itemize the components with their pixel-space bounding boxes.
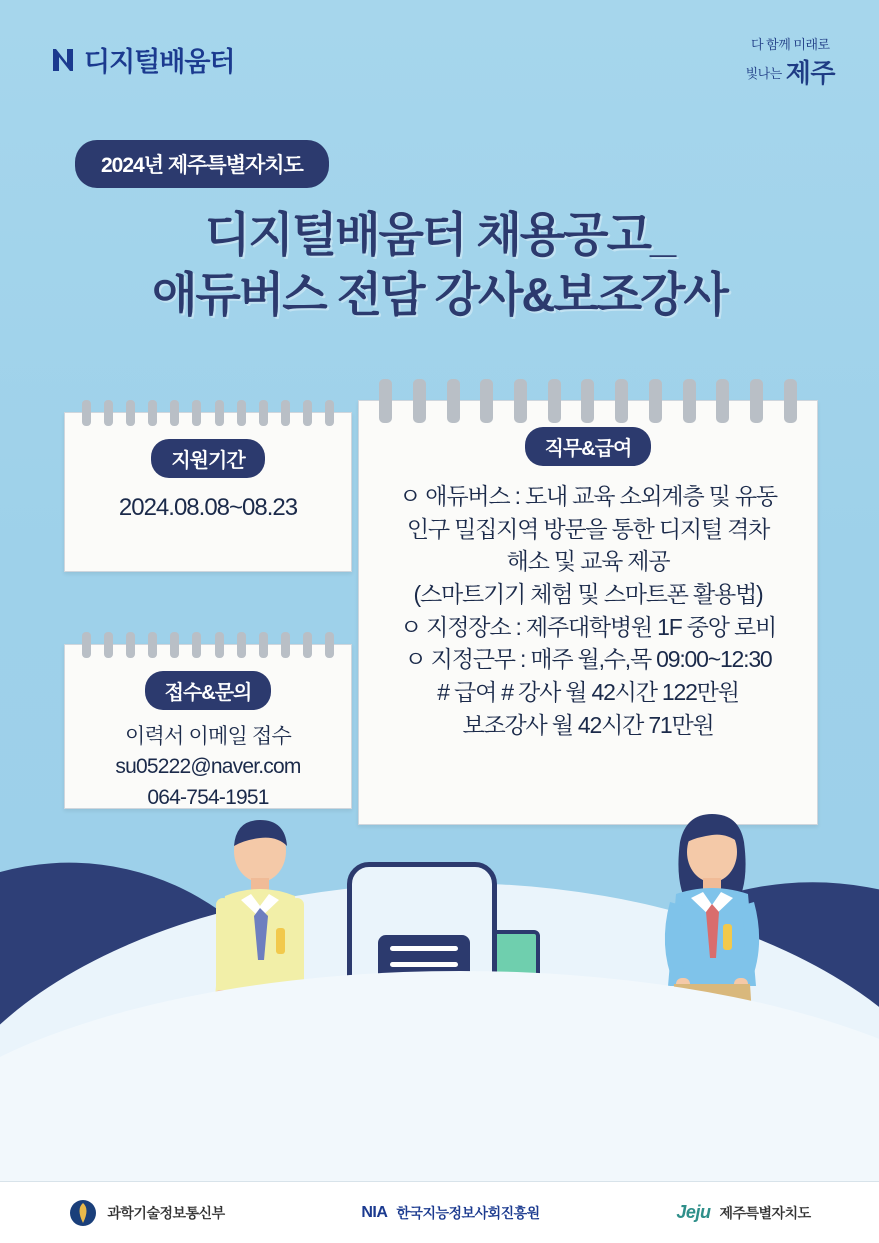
duty-card xyxy=(358,400,818,825)
contact-email[interactable]: su05222@naver.com xyxy=(115,755,301,779)
footer-item-nia xyxy=(361,1203,539,1223)
contact-label: 접수&문의 xyxy=(145,671,272,710)
jeju-slogan-line1: 다 함께 미래로 xyxy=(751,37,830,52)
contact-line-1: 이력서 이메일 접수 xyxy=(125,725,291,748)
jeju-logo-icon: Jeju xyxy=(676,1202,711,1222)
duty-line: ㅇ 지정장소 : 제주대학병원 1F 중앙 로비 xyxy=(399,613,777,640)
card-rings xyxy=(359,379,817,423)
korea-government-emblem-icon xyxy=(68,1198,98,1228)
title-badge: 2024년 제주특별자치도 xyxy=(75,140,329,188)
footer xyxy=(0,1181,879,1243)
footer-gov-label: 과학기술정보통신부 xyxy=(107,1204,225,1221)
duty-line: 인구 밀집지역 방문을 통한 디지털 격차 xyxy=(406,515,770,542)
jeju-slogan-line2: 빛나는 xyxy=(745,66,782,81)
duty-line: (스마트기기 체험 및 스마트폰 활용법) xyxy=(413,580,763,607)
duty-line: ㅇ 애듀버스 : 도내 교육 소외계층 및 유동 xyxy=(399,483,777,509)
duty-line: # 급여 # 강사 월 42시간 122만원 xyxy=(437,678,739,705)
card-rings xyxy=(65,400,351,426)
digital-baeumteo-logo-icon xyxy=(50,45,76,75)
page-title xyxy=(0,205,879,325)
duty-line: ㅇ 지정근무 : 매주 월,수,목 09:00~12:30 xyxy=(404,646,772,673)
jeju-slogan-strong: 제주 xyxy=(785,58,835,88)
duty-line: 해소 및 교육 제공 xyxy=(506,548,670,575)
card-rings xyxy=(65,632,351,658)
footer-jeju-label: 제주특별자치도 xyxy=(719,1204,811,1221)
jeju-slogan xyxy=(746,34,835,90)
apply-period-value: 2024.08.08~08.23 xyxy=(118,494,298,521)
contact-phone[interactable]: 064-754-1951 xyxy=(147,785,269,809)
brand-name: 디지털배움터 xyxy=(84,47,235,77)
footer-nia-label: 한국지능정보사회진흥원 xyxy=(396,1204,540,1221)
footer-item-jeju xyxy=(676,1202,810,1223)
contact-card xyxy=(64,644,352,809)
nia-logo-icon: NIA xyxy=(361,1203,388,1221)
footer-item-gov xyxy=(68,1198,224,1228)
apply-period-card xyxy=(64,412,352,572)
title-line-2: 애듀버스 전담 강사&보조강사 xyxy=(152,268,727,322)
apply-period-label: 지원기간 xyxy=(151,439,264,478)
title-line-1: 디지털배움터 채용공고_ xyxy=(204,208,675,261)
duty-label: 직무&급여 xyxy=(525,427,652,466)
duty-line: 보조강사 월 42시간 71만원 xyxy=(462,711,714,738)
brand xyxy=(50,40,235,79)
duty-list xyxy=(359,480,817,741)
